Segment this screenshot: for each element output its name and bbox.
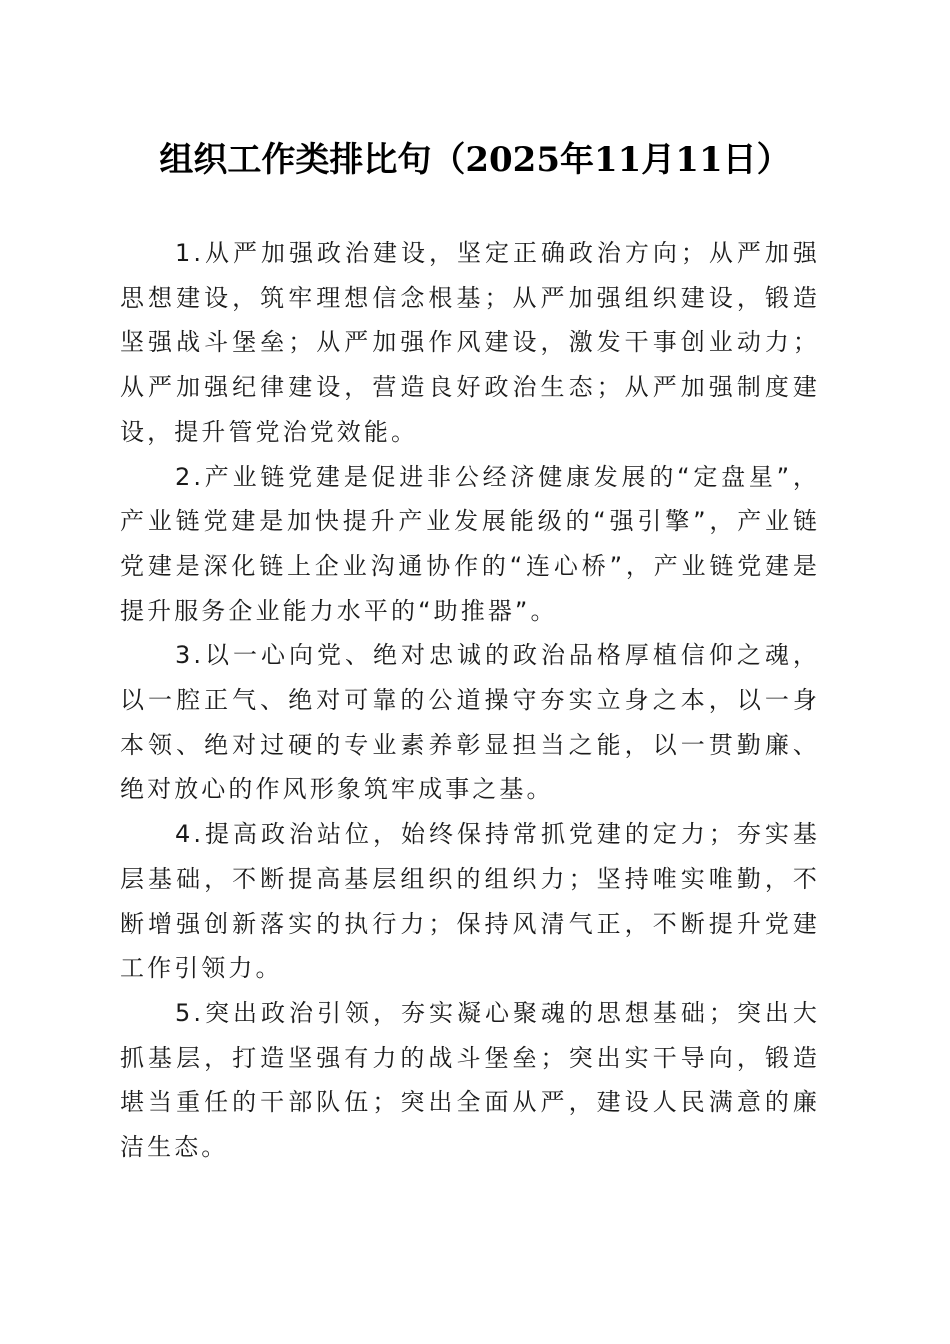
paragraph-3: 3.以一心向党、绝对忠诚的政治品格厚植信仰之魂，以一腔正气、绝对可靠的公道操守夯实立身之本，以一身本领、绝对过硬的专业素养彰显担当之能，以一贯勤廉、绝对放心的作风形象筑牢成事之基。 — [120, 641, 820, 804]
document-title: 组织工作类排比句（2025年11月11日） — [159, 140, 791, 180]
document-body — [120, 231, 820, 1170]
paragraph-5: 5.突出政治引领，夯实凝心聚魂的思想基础；突出大抓基层，打造坚强有力的战斗堡垒；突出实干导向，锻造堪当重任的干部队伍；突出全面从严，建设人民满意的廉洁生态。 — [120, 998, 820, 1162]
paragraph-4: 4.提高政治站位，始终保持常抓党建的定力；夯实基层基础，不断提高基层组织的组织力；坚持唯实唯勤，不断增强创新落实的执行力；保持风清气正，不断提升党建工作引领力。 — [120, 820, 820, 983]
paragraph-1: 1.从严加强政治建设，坚定正确政治方向；从严加强思想建设，筑牢理想信念根基；从严加强组织建设，锻造坚强战斗堡垒；从严加强作风建设，激发干事创业动力；从严加强纪律建设，营造良好政治生态；从严加强制度建设，提升管党治党效能。 — [120, 239, 820, 446]
paragraph-2: 2.产业链党建是促进非公经济健康发展的“定盘星”，产业链党建是加快提升产业发展能级的“强引擎”，产业链党建是深化链上企业沟通协作的“连心桥”，产业链党建是提升服务企业能力水平的“助推器”。 — [120, 462, 820, 625]
